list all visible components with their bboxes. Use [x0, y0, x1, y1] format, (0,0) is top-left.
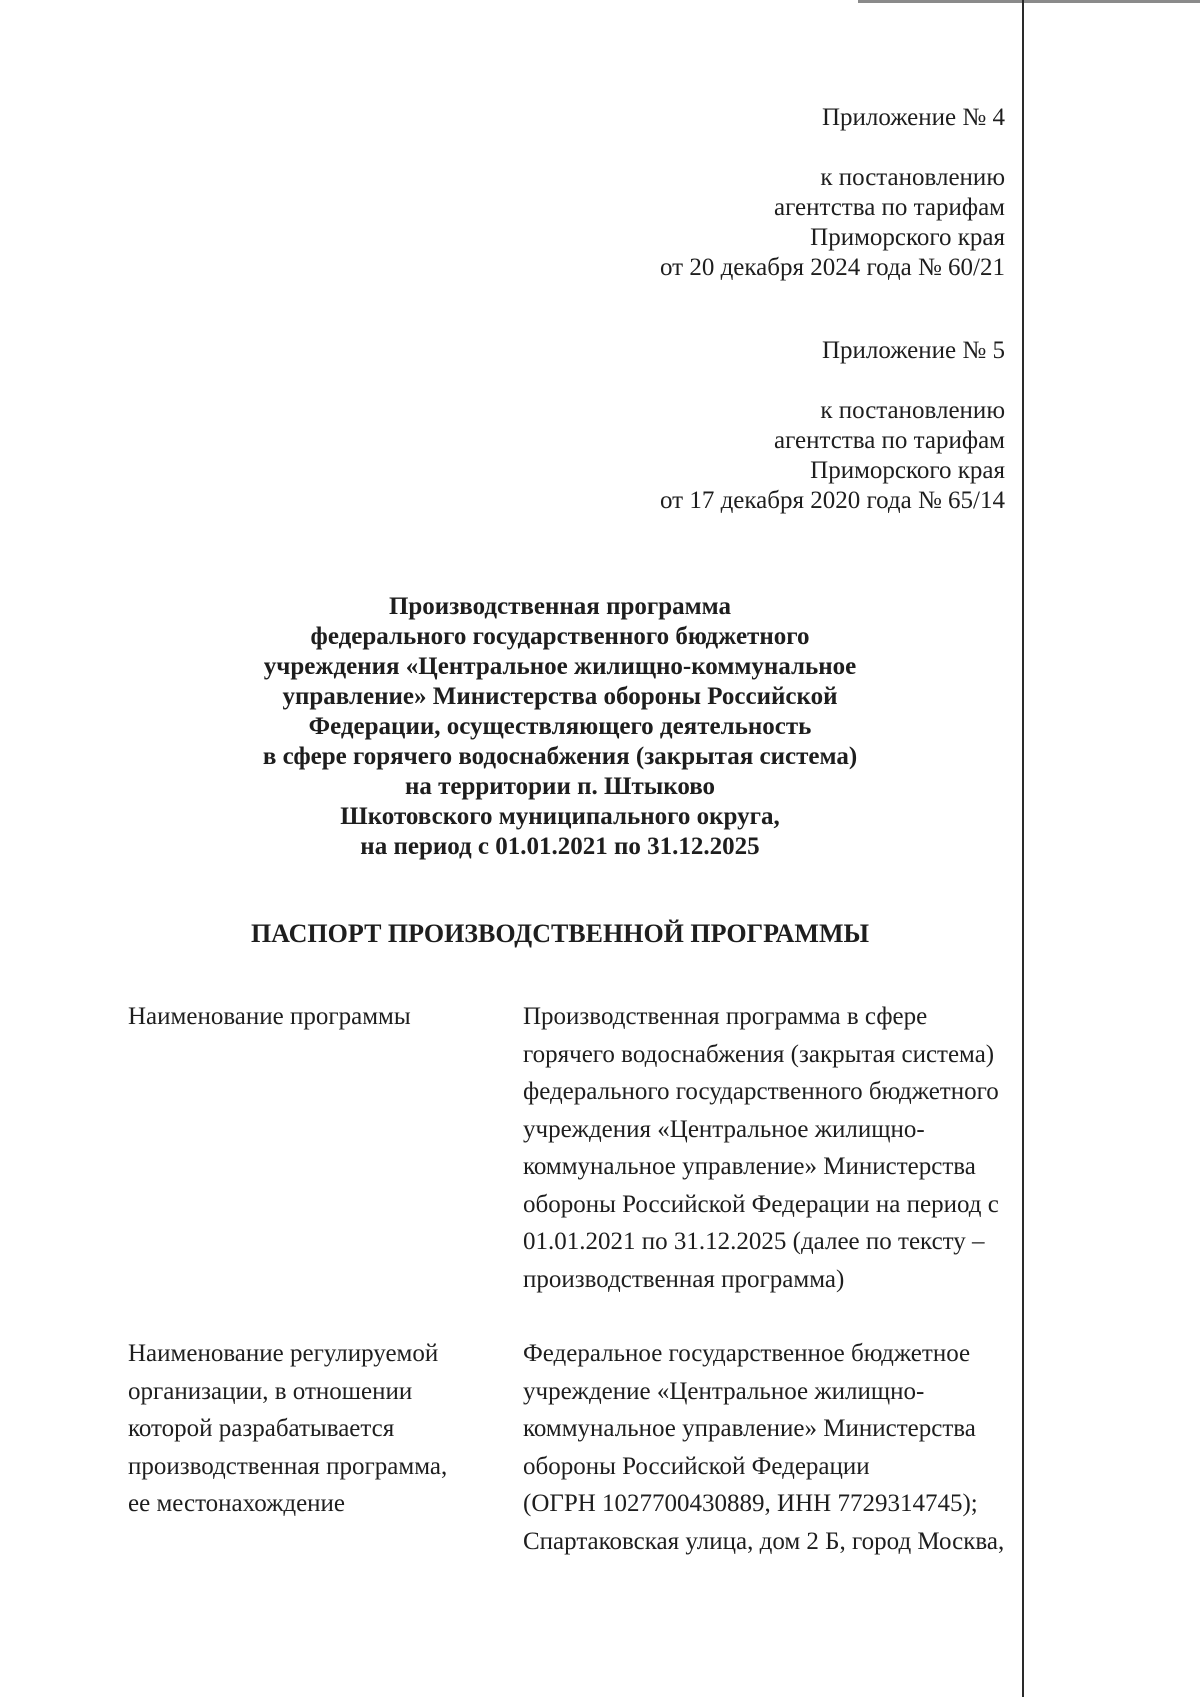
passport-row-value	[523, 1335, 1123, 1560]
value-line: (ОГРН 1027700430889, ИНН 7729314745);	[523, 1490, 978, 1517]
appendix-4-header	[660, 103, 1005, 283]
value-line: учреждение «Центральное жилищно-	[523, 1377, 925, 1405]
value-line: производственная программа)	[523, 1265, 845, 1293]
label-line: которой разрабатывается	[128, 1415, 395, 1442]
appendix-5-header	[660, 336, 1005, 516]
program-title-line: на территории п. Штыково	[404, 773, 716, 800]
program-title-line: управление» Министерства обороны Российской	[282, 683, 838, 710]
passport-row-value	[523, 998, 1123, 1298]
appendix-5-line: от 17 декабря 2020 года № 65/14	[659, 487, 1005, 514]
appendix-4-line: к постановлению	[820, 164, 1005, 191]
passport-row-label	[128, 998, 528, 1036]
label-line: производственная программа,	[128, 1452, 448, 1480]
passport-row-label	[128, 1335, 528, 1523]
appendix-4-line: Приморского края	[810, 224, 1005, 251]
appendix-4-line: агентства по тарифам	[773, 194, 1005, 221]
program-title-line: на период с 01.01.2021 по 31.12.2025	[360, 833, 760, 860]
label-line: Наименование регулируемой	[128, 1340, 439, 1367]
value-line: учреждения «Центральное жилищно-	[523, 1115, 925, 1143]
value-line: коммунальное управление» Министерства	[523, 1415, 976, 1442]
program-title-line: Федерации, осуществляющего деятельность	[308, 713, 812, 740]
program-title-line: в сфере горячего водоснабжения (закрытая система)	[262, 743, 858, 770]
value-line: горячего водоснабжения (закрытая система)	[523, 1040, 995, 1068]
value-line: Спартаковская улица, дом 2 Б, город Москва,	[523, 1527, 1005, 1555]
appendix-5-line: к постановлению	[820, 397, 1005, 424]
value-line: Федеральное государственное бюджетное	[523, 1340, 971, 1367]
program-title-line: федерального государственного бюджетного	[310, 623, 810, 650]
appendix-5-title: Приложение № 5	[821, 337, 1005, 364]
label-line: ее местонахождение	[128, 1490, 346, 1517]
program-title-line: Шкотовского муниципального округа,	[340, 803, 780, 830]
appendix-5-line: агентства по тарифам	[773, 427, 1005, 454]
value-line: обороны Российской Федерации	[523, 1452, 870, 1480]
value-line: коммунальное управление» Министерства	[523, 1153, 976, 1180]
program-title	[150, 592, 970, 862]
passport-title: ПАСПОРТ ПРОИЗВОДСТВЕННОЙ ПРОГРАММЫ	[250, 919, 870, 948]
value-line: федерального государственного бюджетного	[523, 1078, 999, 1105]
scan-top-edge	[858, 0, 1200, 3]
appendix-4-line: от 20 декабря 2024 года № 60/21	[659, 254, 1005, 281]
program-title-line: учреждения «Центральное жилищно-коммунальное	[263, 653, 857, 680]
value-line: Производственная программа в сфере	[523, 1003, 928, 1030]
value-line: 01.01.2021 по 31.12.2025 (далее по тексту –	[523, 1228, 985, 1255]
program-title-line: Производственная программа	[388, 593, 732, 620]
label-line: Наименование программы	[128, 1003, 411, 1030]
appendix-5-line: Приморского края	[810, 457, 1005, 484]
value-line: обороны Российской Федерации на период с	[523, 1190, 999, 1218]
label-line: организации, в отношении	[128, 1377, 413, 1405]
appendix-4-title: Приложение № 4	[821, 104, 1005, 131]
